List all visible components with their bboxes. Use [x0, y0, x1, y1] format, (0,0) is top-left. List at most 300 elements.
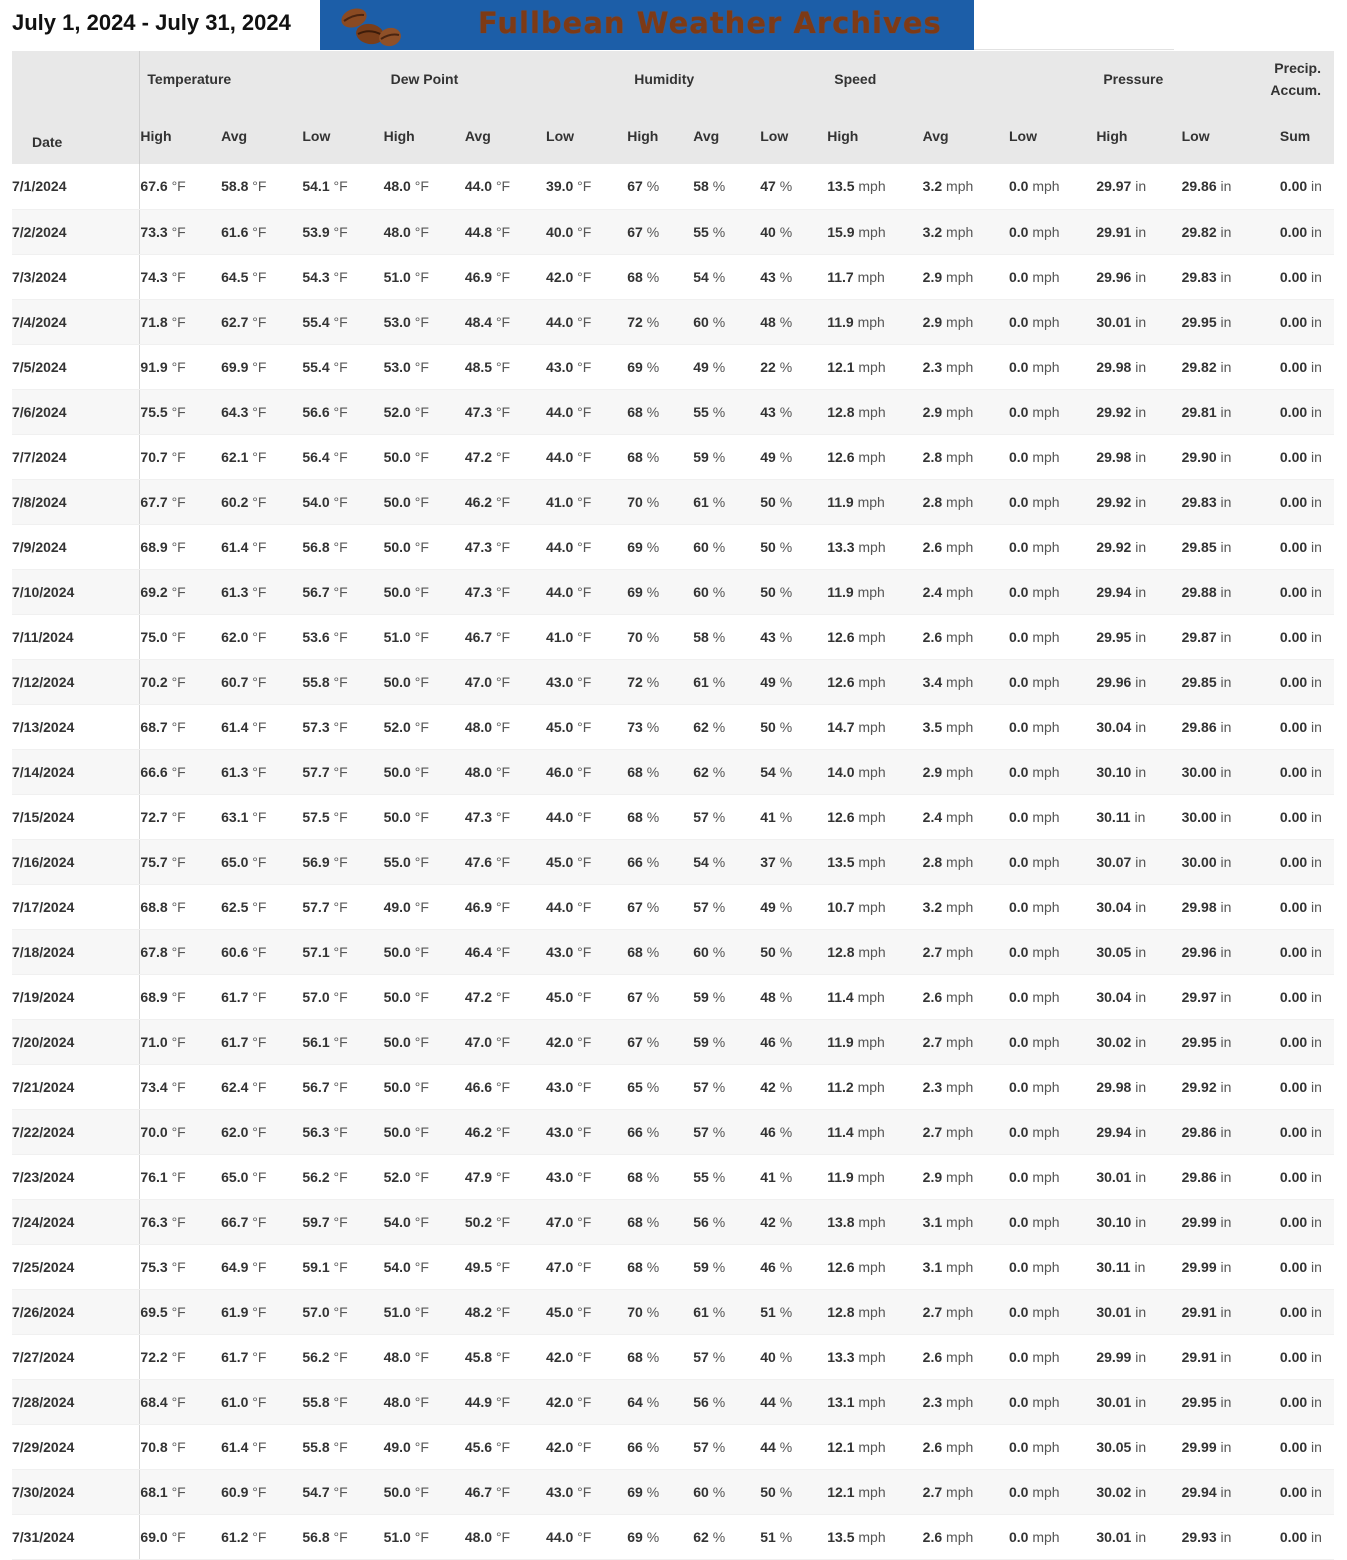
cell-value: 55.4: [302, 313, 330, 330]
table-row: [12, 164, 1334, 209]
cell-unit: mph: [1032, 1168, 1060, 1185]
value-cell: [221, 839, 302, 884]
value-cell: [1096, 794, 1181, 839]
cell-unit: °F: [577, 448, 592, 465]
value-cell: [1268, 569, 1334, 614]
cell-value: 48.2: [464, 1303, 493, 1320]
cell-unit: %: [779, 178, 793, 195]
cell-unit: °F: [577, 1393, 592, 1410]
cell-value: 52.0: [383, 403, 411, 420]
cell-value: 70.0: [140, 1123, 168, 1140]
cell-value: 69: [627, 1528, 643, 1545]
value-cell: [827, 1244, 922, 1289]
value-cell: [1009, 1289, 1096, 1334]
value-cell: [221, 929, 302, 974]
column-header-avg[interactable]: Avg: [923, 107, 1009, 164]
cell-unit: °F: [414, 493, 429, 510]
table-row: [12, 299, 1334, 344]
cell-value: 30.01: [1096, 1168, 1132, 1185]
cell-value: 53.6: [302, 628, 330, 645]
column-header-high[interactable]: High: [384, 107, 465, 164]
cell-unit: %: [646, 1213, 660, 1230]
cell-value: 51.0: [383, 1528, 411, 1545]
cell-value: 72.7: [140, 808, 168, 825]
cell-value: 44.9: [464, 1393, 493, 1410]
value-cell: [546, 254, 627, 299]
cell-unit: °F: [333, 1213, 348, 1230]
cell-unit: °F: [495, 1213, 511, 1230]
cell-value: 69.9: [221, 358, 249, 375]
cell-unit: °F: [333, 178, 348, 195]
cell-value: 12.8: [827, 943, 855, 960]
cell-value: 0.0: [1008, 988, 1029, 1005]
value-cell: [1009, 1424, 1096, 1469]
cell-unit: °F: [414, 943, 429, 960]
cell-value: 57.7: [302, 898, 330, 915]
value-cell: [302, 749, 383, 794]
cell-unit: in: [1311, 1348, 1322, 1365]
cell-unit: in: [1134, 1258, 1146, 1275]
column-header-low[interactable]: Low: [1182, 107, 1268, 164]
cell-value: 61.7: [221, 988, 249, 1005]
cell-unit: °F: [495, 538, 511, 555]
cell-value: 53.0: [383, 313, 411, 330]
cell-value: 50: [760, 583, 776, 600]
cell-unit: in: [1311, 808, 1322, 825]
value-cell: [827, 389, 922, 434]
value-cell: [221, 479, 302, 524]
cell-unit: °F: [414, 1033, 429, 1050]
cell-value: 68: [627, 403, 643, 420]
date-cell: 7/14/2024: [12, 749, 140, 794]
cell-value: 56.2: [302, 1168, 330, 1185]
cell-value: 91.9: [140, 358, 168, 375]
value-cell: [827, 209, 922, 254]
cell-unit: in: [1311, 1393, 1322, 1410]
cell-value: 43: [760, 628, 776, 645]
value-cell: [1096, 344, 1181, 389]
value-cell: [221, 524, 302, 569]
cell-value: 60: [693, 538, 709, 555]
cell-unit: °F: [577, 943, 592, 960]
value-cell: [1009, 1379, 1096, 1424]
value-cell: [384, 434, 465, 479]
value-cell: [760, 1424, 827, 1469]
cell-unit: °F: [333, 718, 348, 735]
cell-unit: in: [1220, 808, 1232, 825]
value-cell: [1182, 1424, 1268, 1469]
cell-unit: %: [712, 673, 726, 690]
value-cell: [1096, 1514, 1181, 1559]
value-cell: [1009, 929, 1096, 974]
column-header-high[interactable]: High: [140, 107, 221, 164]
cell-unit: °F: [414, 268, 429, 285]
value-cell: [1009, 614, 1096, 659]
cell-value: 55: [693, 223, 709, 240]
cell-unit: mph: [946, 673, 974, 690]
cell-value: 0.00: [1279, 1438, 1308, 1455]
cell-unit: in: [1311, 178, 1322, 195]
cell-value: 29.92: [1096, 493, 1132, 510]
value-cell: [1182, 1469, 1268, 1514]
date-cell: 7/28/2024: [12, 1379, 140, 1424]
cell-unit: in: [1220, 1483, 1232, 1500]
value-cell: [1009, 749, 1096, 794]
value-cell: [1009, 704, 1096, 749]
cell-unit: %: [712, 1438, 726, 1455]
table-row: [12, 1199, 1334, 1244]
cell-unit: in: [1220, 853, 1232, 870]
value-cell: [302, 1064, 383, 1109]
date-cell: 7/3/2024: [12, 254, 140, 299]
cell-value: 0.0: [1008, 538, 1029, 555]
cell-value: 0.00: [1279, 538, 1308, 555]
cell-unit: in: [1135, 223, 1147, 240]
value-cell: [1268, 794, 1334, 839]
cell-unit: °F: [414, 628, 429, 645]
cell-value: 73: [627, 718, 643, 735]
value-cell: [384, 614, 465, 659]
column-header-low[interactable]: Low: [302, 107, 383, 164]
value-cell: [384, 974, 465, 1019]
cell-value: 43.0: [546, 1168, 574, 1185]
value-cell: [546, 1154, 627, 1199]
cell-value: 50: [760, 538, 776, 555]
value-cell: [760, 974, 827, 1019]
cell-value: 50.0: [383, 583, 411, 600]
value-cell: [827, 524, 922, 569]
cell-unit: %: [712, 403, 726, 420]
cell-value: 29.95: [1096, 628, 1132, 645]
cell-value: 68.8: [140, 898, 168, 915]
cell-value: 0.00: [1279, 1483, 1308, 1500]
table-row: [12, 794, 1334, 839]
cell-unit: °F: [414, 403, 429, 420]
column-header-low[interactable]: Low: [1009, 107, 1096, 164]
column-header-high[interactable]: High: [627, 107, 693, 164]
value-cell: [1096, 1154, 1181, 1199]
cell-unit: °F: [577, 268, 592, 285]
column-header-sum[interactable]: Sum: [1268, 107, 1334, 164]
cell-unit: in: [1311, 1123, 1322, 1140]
cell-value: 50.0: [383, 1078, 411, 1095]
cell-unit: °F: [171, 988, 186, 1005]
cell-unit: %: [779, 403, 793, 420]
cell-unit: in: [1311, 268, 1322, 285]
cell-value: 0.0: [1008, 1393, 1029, 1410]
cell-value: 56.7: [302, 583, 330, 600]
value-cell: [302, 839, 383, 884]
table-row: [12, 1109, 1334, 1154]
cell-unit: mph: [946, 1078, 974, 1095]
cell-value: 0.0: [1008, 178, 1029, 195]
cell-unit: °F: [495, 358, 511, 375]
cell-value: 67: [627, 988, 643, 1005]
cell-value: 75.3: [140, 1258, 168, 1275]
cell-unit: mph: [1032, 718, 1060, 735]
cell-value: 47.0: [546, 1258, 574, 1275]
value-cell: [1009, 164, 1096, 209]
value-cell: [1268, 209, 1334, 254]
cell-value: 2.8: [922, 493, 943, 510]
value-cell: [384, 344, 465, 389]
value-cell: [384, 1109, 465, 1154]
value-cell: [760, 209, 827, 254]
cell-value: 56: [693, 1213, 709, 1230]
value-cell: [1182, 434, 1268, 479]
value-cell: [760, 344, 827, 389]
value-cell: [827, 479, 922, 524]
value-cell: [302, 659, 383, 704]
cell-unit: %: [712, 943, 726, 960]
value-cell: [827, 569, 922, 614]
value-cell: [1009, 1469, 1096, 1514]
value-cell: [221, 299, 302, 344]
cell-value: 69: [627, 538, 643, 555]
value-cell: [1182, 1379, 1268, 1424]
value-cell: [760, 794, 827, 839]
cell-unit: °F: [333, 673, 348, 690]
value-cell: [546, 1469, 627, 1514]
cell-value: 0.00: [1279, 628, 1308, 645]
cell-value: 0.0: [1008, 763, 1029, 780]
value-cell: [693, 704, 760, 749]
column-header-row: [12, 107, 1334, 164]
cell-value: 46.9: [464, 268, 493, 285]
value-cell: [546, 1109, 627, 1154]
cell-value: 11.4: [827, 988, 854, 1005]
cell-value: 48.0: [464, 763, 493, 780]
cell-value: 59: [693, 1033, 709, 1050]
value-cell: [140, 524, 221, 569]
cell-unit: mph: [858, 853, 886, 870]
cell-unit: in: [1311, 1258, 1322, 1275]
column-header-avg[interactable]: Avg: [221, 107, 302, 164]
date-cell: 7/23/2024: [12, 1154, 140, 1199]
cell-value: 68: [627, 268, 643, 285]
cell-unit: mph: [858, 628, 886, 645]
cell-unit: °F: [333, 1033, 348, 1050]
value-cell: [1268, 1244, 1334, 1289]
cell-unit: °F: [495, 268, 511, 285]
cell-unit: in: [1311, 403, 1322, 420]
value-cell: [693, 929, 760, 974]
cell-unit: °F: [252, 223, 267, 240]
value-cell: [546, 569, 627, 614]
cell-unit: °F: [171, 493, 186, 510]
value-cell: [221, 704, 302, 749]
cell-value: 0.0: [1008, 1213, 1029, 1230]
value-cell: [923, 839, 1009, 884]
cell-value: 74.3: [140, 268, 168, 285]
cell-value: 0.0: [1008, 628, 1029, 645]
cell-value: 0.00: [1279, 358, 1308, 375]
cell-unit: °F: [333, 403, 348, 420]
column-header-avg[interactable]: Avg: [465, 107, 546, 164]
date-column-header[interactable]: Date: [12, 51, 140, 164]
cell-value: 69.2: [140, 583, 168, 600]
value-cell: [1268, 929, 1334, 974]
value-cell: [221, 659, 302, 704]
value-cell: [384, 1244, 465, 1289]
column-header-avg[interactable]: Avg: [693, 107, 760, 164]
table-row: [12, 749, 1334, 794]
table-row: [12, 659, 1334, 704]
cell-unit: in: [1311, 448, 1322, 465]
cell-value: 44: [760, 1438, 776, 1455]
value-cell: [465, 1424, 546, 1469]
cell-value: 40.0: [546, 223, 574, 240]
cell-value: 29.93: [1181, 1528, 1217, 1545]
cell-value: 12.6: [827, 628, 855, 645]
cell-value: 54: [693, 268, 709, 285]
cell-unit: in: [1220, 223, 1232, 240]
cell-value: 0.0: [1008, 943, 1029, 960]
value-cell: [923, 1064, 1009, 1109]
cell-value: 47.2: [464, 988, 493, 1005]
table-row: [12, 614, 1334, 659]
cell-value: 69.0: [140, 1528, 168, 1545]
cell-value: 0.0: [1008, 313, 1029, 330]
date-cell: 7/2/2024: [12, 209, 140, 254]
value-cell: [1182, 164, 1268, 209]
value-cell: [760, 929, 827, 974]
value-cell: [140, 434, 221, 479]
value-cell: [1268, 659, 1334, 704]
cell-unit: °F: [495, 1168, 511, 1185]
cell-unit: in: [1311, 1303, 1322, 1320]
cell-unit: °F: [333, 943, 348, 960]
column-header-high[interactable]: High: [1096, 107, 1181, 164]
cell-value: 70: [627, 1303, 643, 1320]
cell-value: 61.7: [221, 1033, 249, 1050]
cell-unit: in: [1220, 1078, 1232, 1095]
cell-value: 50.0: [383, 808, 411, 825]
cell-value: 13.3: [827, 538, 855, 555]
cell-value: 2.7: [922, 1033, 943, 1050]
value-cell: [384, 164, 465, 209]
value-cell: [140, 1289, 221, 1334]
value-cell: [923, 1289, 1009, 1334]
value-cell: [221, 1514, 302, 1559]
value-cell: [1096, 659, 1181, 704]
cell-value: 44: [760, 1393, 776, 1410]
cell-unit: in: [1311, 898, 1322, 915]
cell-unit: °F: [252, 1483, 267, 1500]
value-cell: [302, 794, 383, 839]
cell-unit: in: [1220, 178, 1232, 195]
cell-value: 11.7: [827, 268, 854, 285]
cell-unit: in: [1220, 403, 1232, 420]
cell-value: 30.07: [1096, 853, 1132, 870]
humidity-group-header: Humidity: [627, 51, 827, 107]
date-cell: 7/6/2024: [12, 389, 140, 434]
cell-unit: °F: [333, 1303, 348, 1320]
cell-unit: mph: [946, 493, 974, 510]
cell-value: 29.91: [1181, 1303, 1217, 1320]
site-banner[interactable]: [320, 0, 974, 50]
value-cell: [760, 479, 827, 524]
value-cell: [1182, 1199, 1268, 1244]
value-cell: [546, 209, 627, 254]
page-header: [0, 0, 1347, 50]
column-header-low[interactable]: Low: [546, 107, 627, 164]
value-cell: [1009, 1064, 1096, 1109]
value-cell: [923, 749, 1009, 794]
column-header-low[interactable]: Low: [760, 107, 827, 164]
cell-unit: °F: [414, 718, 429, 735]
value-cell: [1009, 1154, 1096, 1199]
cell-unit: mph: [858, 223, 886, 240]
cell-unit: °F: [414, 853, 429, 870]
cell-unit: mph: [1032, 403, 1060, 420]
cell-unit: mph: [1032, 1303, 1060, 1320]
cell-unit: mph: [1032, 988, 1060, 1005]
value-cell: [465, 1379, 546, 1424]
cell-unit: °F: [495, 1393, 511, 1410]
cell-value: 0.00: [1279, 1033, 1308, 1050]
cell-value: 29.82: [1181, 358, 1217, 375]
cell-value: 45.0: [546, 718, 574, 735]
cell-value: 60: [693, 943, 709, 960]
value-cell: [384, 1199, 465, 1244]
cell-value: 47.3: [464, 538, 493, 555]
value-cell: [693, 1469, 760, 1514]
cell-unit: mph: [1032, 358, 1060, 375]
value-cell: [465, 1019, 546, 1064]
cell-unit: °F: [333, 808, 348, 825]
cell-value: 50.0: [383, 493, 411, 510]
cell-value: 0.0: [1008, 223, 1029, 240]
value-cell: [627, 839, 693, 884]
cell-value: 50.0: [383, 763, 411, 780]
cell-unit: mph: [858, 1393, 886, 1410]
value-cell: [693, 1199, 760, 1244]
cell-value: 42.0: [546, 1438, 574, 1455]
value-cell: [465, 1199, 546, 1244]
value-cell: [627, 929, 693, 974]
cell-unit: °F: [252, 538, 267, 555]
date-cell: 7/25/2024: [12, 1244, 140, 1289]
value-cell: [221, 344, 302, 389]
cell-value: 62.5: [221, 898, 249, 915]
cell-unit: °F: [495, 718, 511, 735]
value-cell: [384, 1289, 465, 1334]
cell-value: 29.83: [1181, 493, 1217, 510]
cell-value: 42: [760, 1078, 776, 1095]
value-cell: [465, 164, 546, 209]
cell-value: 50.0: [383, 448, 411, 465]
cell-unit: mph: [946, 1258, 974, 1275]
value-cell: [140, 1064, 221, 1109]
cell-value: 30.01: [1096, 1393, 1132, 1410]
cell-unit: °F: [577, 1123, 592, 1140]
value-cell: [827, 929, 922, 974]
cell-value: 57: [693, 1438, 709, 1455]
cell-unit: in: [1220, 538, 1232, 555]
cell-unit: mph: [1032, 583, 1060, 600]
cell-value: 0.00: [1279, 1303, 1308, 1320]
cell-value: 48.4: [464, 313, 493, 330]
cell-unit: %: [646, 1483, 660, 1500]
value-cell: [384, 1424, 465, 1469]
cell-value: 0.0: [1008, 1168, 1029, 1185]
value-cell: [465, 1064, 546, 1109]
cell-value: 62: [693, 1528, 709, 1545]
cell-unit: °F: [577, 763, 592, 780]
column-header-high[interactable]: High: [827, 107, 922, 164]
cell-unit: °F: [414, 988, 429, 1005]
